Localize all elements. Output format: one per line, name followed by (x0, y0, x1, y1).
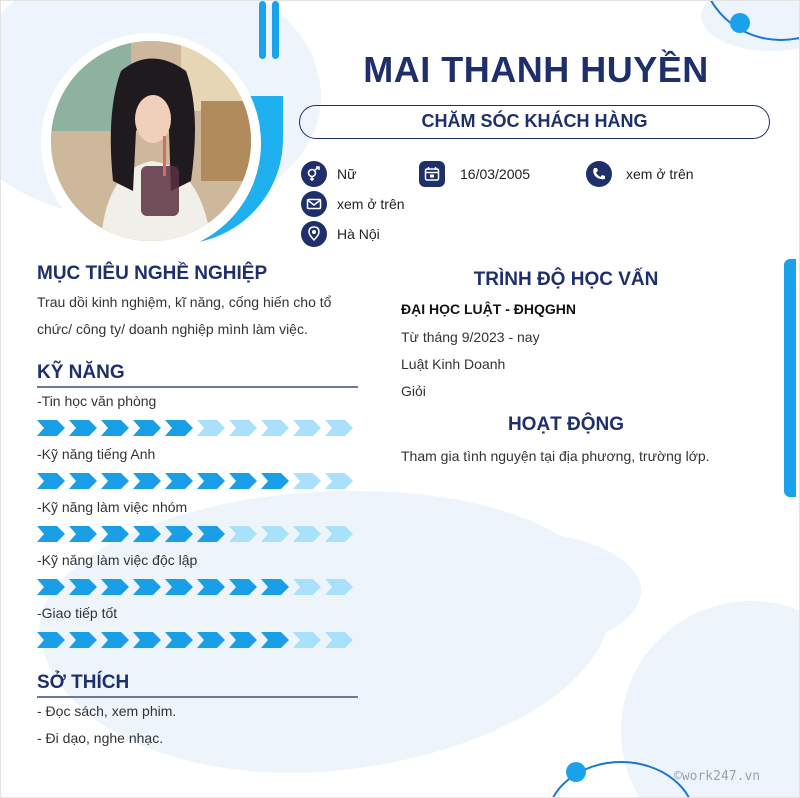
skill-chevron-filled (261, 632, 289, 648)
skill-chevron-filled (69, 632, 97, 648)
avatar (51, 41, 251, 241)
skill-chevron-filled (197, 473, 225, 489)
skill-chevron-filled (69, 473, 97, 489)
gender-value: Nữ (337, 166, 357, 182)
skill-chevron-filled (229, 473, 257, 489)
skill-label: -Kỹ năng làm việc nhóm (37, 499, 188, 515)
skill-chevron-filled (37, 579, 65, 595)
skill-chevron-filled (37, 420, 65, 436)
skill-chevron-empty (229, 420, 257, 436)
decorative-bar (784, 259, 796, 497)
activities-text: Tham gia tình nguyện tại địa phương, trường lớp. (401, 448, 710, 464)
job-title: CHĂM SÓC KHÁCH HÀNG (299, 105, 770, 139)
skill-chevron-filled (165, 632, 193, 648)
skill-chevron-filled (165, 473, 193, 489)
skill-chevron-empty (293, 420, 321, 436)
skill-chevron-empty (197, 420, 225, 436)
skill-chevron-empty (325, 632, 353, 648)
skill-label: -Kỹ năng làm việc độc lập (37, 552, 198, 568)
skill-chevron-empty (261, 420, 289, 436)
decorative-dot (566, 762, 586, 782)
hobby-item: - Đi dạo, nghe nhạc. (37, 730, 164, 746)
education-major: Luật Kinh Doanh (401, 356, 506, 372)
objective-title: MỤC TIÊU NGHỀ NGHIỆP (37, 263, 268, 284)
objective-line: Trau dồi kinh nghiệm, kĩ năng, cống hiến cho tổ (37, 294, 332, 310)
skill-chevron-filled (101, 579, 129, 595)
skill-chevron-filled (37, 526, 65, 542)
decorative-bar (259, 1, 266, 59)
skills-title: KỸ NĂNG (37, 362, 125, 383)
skill-chevron-filled (133, 579, 161, 595)
objective-line: chức/ công ty/ doanh nghiệp mình làm việc. (37, 321, 308, 337)
gender-icon (301, 161, 327, 187)
skill-chevron-filled (133, 420, 161, 436)
skill-label: -Tin học văn phòng (37, 393, 157, 409)
watermark: ©work247.vn (674, 769, 761, 784)
skill-chevron-filled (197, 579, 225, 595)
activities-title: HOẠT ĐỘNG (507, 414, 625, 435)
skill-chevron-filled (197, 526, 225, 542)
skill-chevron-filled (101, 473, 129, 489)
birthday-value: 16/03/2005 (460, 166, 531, 182)
skill-chevron-empty (229, 526, 257, 542)
skill-label: -Giao tiếp tốt (37, 605, 118, 621)
location-pin-icon (301, 221, 327, 247)
skill-chevron-filled (101, 632, 129, 648)
skill-chevron-empty (293, 632, 321, 648)
skill-chevron-filled (261, 473, 289, 489)
hobby-item: - Đọc sách, xem phim. (37, 703, 177, 719)
skill-chevron-filled (197, 632, 225, 648)
skill-chevron-filled (69, 579, 97, 595)
skill-chevron-filled (37, 473, 65, 489)
address-value: Hà Nội (337, 226, 380, 242)
skill-chevron-filled (133, 526, 161, 542)
education-school: ĐẠI HỌC LUẬT - ĐHQGHN (401, 301, 576, 317)
skill-chevron-empty (325, 473, 353, 489)
phone-value: xem ở trên (626, 166, 694, 182)
skill-chevron-empty (325, 579, 353, 595)
person-name: MAI THANH HUYỀN (363, 49, 709, 90)
skill-chevron-filled (165, 526, 193, 542)
email-value: xem ở trên (337, 196, 405, 212)
skill-chevron-filled (101, 526, 129, 542)
skill-chevron-empty (325, 526, 353, 542)
education-title: TRÌNH ĐỘ HỌC VẤN (473, 269, 659, 290)
skill-chevron-filled (133, 473, 161, 489)
skill-chevron-filled (261, 579, 289, 595)
skill-chevron-filled (133, 632, 161, 648)
skill-chevron-filled (69, 420, 97, 436)
skill-chevron-empty (293, 526, 321, 542)
background-blob (381, 531, 641, 651)
skill-chevron-empty (261, 526, 289, 542)
skill-chevron-filled (229, 579, 257, 595)
skill-chevron-empty (325, 420, 353, 436)
skill-chevron-filled (229, 632, 257, 648)
mail-icon (301, 191, 327, 217)
calendar-icon (419, 161, 445, 187)
skill-chevron-empty (293, 579, 321, 595)
education-period: Từ tháng 9/2023 - nay (401, 329, 540, 345)
hobbies-title: SỞ THÍCH (37, 672, 130, 693)
skill-chevron-filled (69, 526, 97, 542)
skill-chevron-empty (293, 473, 321, 489)
section-divider (37, 386, 358, 388)
phone-icon (586, 161, 612, 187)
education-grade: Giỏi (401, 383, 426, 399)
skill-chevron-filled (101, 420, 129, 436)
skill-chevron-filled (165, 579, 193, 595)
skill-chevron-filled (165, 420, 193, 436)
skill-label: -Kỹ năng tiếng Anh (37, 446, 156, 462)
decorative-bar (272, 1, 279, 59)
decorative-dot (730, 13, 750, 33)
skill-chevron-filled (37, 632, 65, 648)
